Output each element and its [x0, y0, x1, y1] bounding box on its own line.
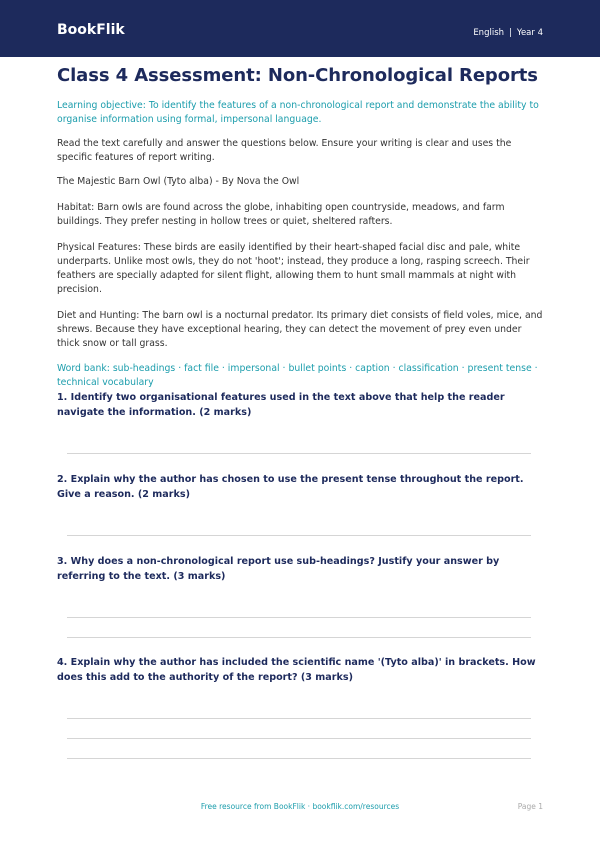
answer-line[interactable]	[67, 637, 531, 638]
answer-line[interactable]	[67, 535, 531, 536]
subject-label: English	[473, 28, 505, 38]
answer-line[interactable]	[67, 738, 531, 739]
answer-line[interactable]	[67, 718, 531, 719]
brand-logo: BookFlik	[57, 22, 125, 38]
question-1	[57, 390, 543, 420]
paragraph-physical-features: Physical Features: These birds are easily identified by their heart-shaped facial disc and pale, white underparts. Unlike most owls, they do not 'hoot'; instead, they produce a long, rasping screech. Their feathers are specially adapted for silent flight, allowing them to hunt small mammals at night with precision.	[57, 242, 530, 295]
question-3-text: 3. Why does a non-chronological report use sub-headings? Justify your answer by referring to the text. (3 marks)	[57, 556, 500, 582]
answer-line[interactable]	[67, 453, 531, 454]
meta-separator: |	[509, 28, 512, 38]
question-2-text: 2. Explain why the author has chosen to use the present tense throughout the report. Give a reason. (2 marks)	[57, 474, 524, 500]
worksheet-body	[57, 63, 543, 390]
word-bank: Word bank: sub-headings · fact file · impersonal · bullet points · caption · classification · present tense · technical vocabulary	[57, 363, 538, 388]
learning-objective: Learning objective: To identify the features of a non-chronological report and demonstrate the ability to organise information using formal, impersonal language.	[57, 100, 539, 125]
text-title: The Majestic Barn Owl (Tyto alba) - By Nova the Owl	[57, 176, 300, 187]
paragraph-habitat: Habitat: Barn owls are found across the globe, inhabiting open countryside, meadows, and farm buildings. They prefer nesting in hollow trees or quiet, sheltered rafters.	[57, 202, 505, 227]
page-number: Page 1	[517, 802, 543, 811]
answer-line[interactable]	[67, 617, 531, 618]
header-meta	[473, 27, 543, 39]
page-header	[0, 0, 600, 57]
question-2	[57, 472, 543, 502]
question-1-text: 1. Identify two organisational features used in the text above that help the reader navigate the information. (2 marks)	[57, 392, 505, 418]
page-title: Class 4 Assessment: Non-Chronological Reports	[57, 65, 538, 86]
question-3	[57, 554, 543, 584]
footer-resource-link[interactable]: Free resource from BookFlik · bookflik.com/resources	[200, 802, 400, 811]
answer-line[interactable]	[67, 758, 531, 759]
question-4-text: 4. Explain why the author has included the scientific name '(Tyto alba)' in brackets. How does this add to the authority of the report? (3 marks)	[57, 657, 536, 683]
question-4	[57, 655, 543, 685]
instructions: Read the text carefully and answer the questions below. Ensure your writing is clear and uses the specific features of report writing.	[57, 138, 512, 163]
year-label: Year 4	[516, 28, 543, 38]
paragraph-diet-hunting: Diet and Hunting: The barn owl is a nocturnal predator. Its primary diet consists of field voles, mice, and shrews. Because they have exceptional hearing, they can detect the movement of prey even under thick snow or tall grass.	[57, 310, 543, 349]
